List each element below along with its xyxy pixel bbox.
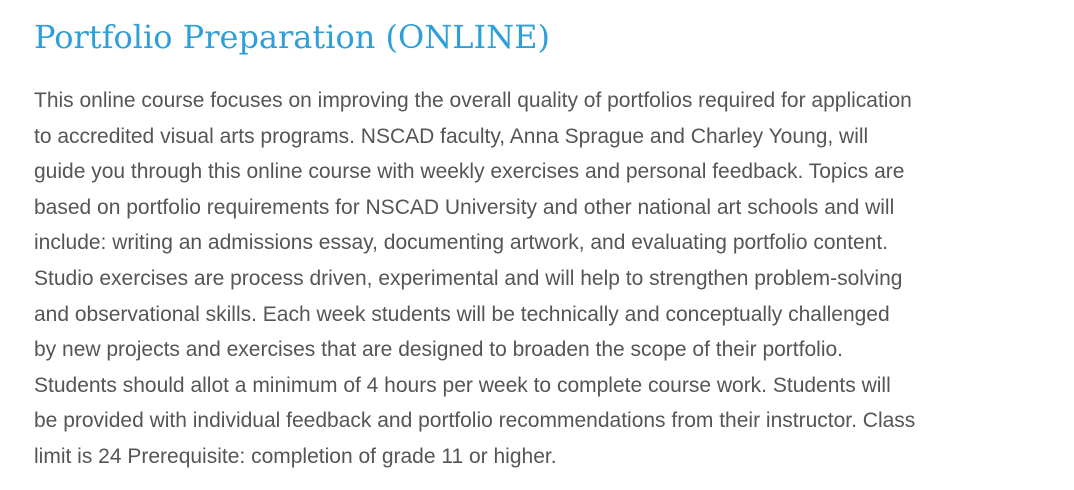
description-line: This online course focuses on improving the overall quality of portfolios required for application xyxy=(34,89,912,112)
course-description xyxy=(34,83,1064,475)
course-block xyxy=(34,12,1064,475)
description-line: based on portfolio requirements for NSCAD University and other national art schools and will xyxy=(34,195,895,219)
description-line: by new projects and exercises that are designed to broaden the scope of their portfolio. xyxy=(34,338,843,362)
description-line: be provided with individual feedback and portfolio recommendations from their instructor. Class xyxy=(34,409,916,433)
description-line: Studio exercises are process driven, experimental and will help to strengthen problem-solving xyxy=(34,266,903,290)
description-line: to accredited visual arts programs. NSCAD faculty, Anna Sprague and Charley Young, will xyxy=(34,124,869,148)
description-line: include: writing an admissions essay, documenting artwork, and evaluating portfolio content. xyxy=(34,231,889,255)
description-line: guide you through this online course with weekly exercises and personal feedback. Topics are xyxy=(34,160,905,184)
description-line: and observational skills. Each week students will be technically and conceptually challenged xyxy=(34,302,890,326)
description-line: limit is 24 Prerequisite: completion of grade 11 or higher. xyxy=(34,444,557,468)
description-line: Students should allot a minimum of 4 hours per week to complete course work. Students will xyxy=(34,373,891,397)
course-title: Portfolio Preparation (ONLINE) xyxy=(34,18,550,56)
